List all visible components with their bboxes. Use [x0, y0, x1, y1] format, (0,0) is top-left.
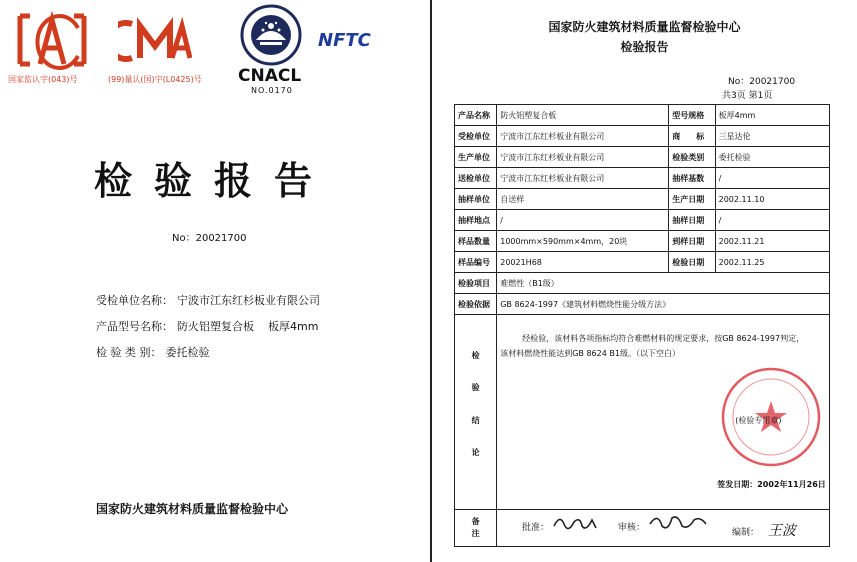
conclusion-row: [455, 315, 830, 510]
cover-report-number: No：20021700: [172, 233, 247, 244]
product-value: 防火铝塑复合板: [177, 320, 254, 333]
review-signature-row: [618, 520, 645, 533]
compile-signature-row: [732, 520, 796, 540]
conclusion-body: [497, 315, 830, 510]
report-field-row: [455, 189, 830, 210]
conclusion-label-char: 检: [471, 350, 480, 360]
test-item-label: 检验项目: [455, 273, 497, 294]
field-value: 板厚4mm: [715, 105, 829, 126]
report-page: [432, 0, 857, 562]
client-label: 受检单位名称：: [96, 294, 173, 307]
field-value: 宁波市江东红杉板业有限公司: [497, 147, 669, 168]
field-label: 检验日期: [669, 252, 715, 273]
field-value: 20021H68: [497, 252, 669, 273]
conclusion-label-char: 论: [471, 448, 480, 458]
field-label: 到样日期: [669, 231, 715, 252]
field-label: 型号规格: [669, 105, 715, 126]
field-label: 商 标: [669, 126, 715, 147]
report-number: No：20021700: [728, 77, 796, 87]
cover-title: 检验报告: [94, 159, 335, 203]
field-label: 受检单位: [455, 126, 497, 147]
test-item-row: [455, 273, 830, 294]
inspection-type-row: [96, 344, 210, 360]
test-item-value: 难燃性（B1级）: [497, 273, 830, 294]
field-label: 抽样日期: [669, 210, 715, 231]
cma-logo-icon: [118, 16, 192, 66]
remarks-label-char: 备: [471, 517, 480, 526]
review-signature-icon: [648, 512, 708, 534]
product-row: [96, 318, 318, 334]
cma-logo-caption: (99)量认(国)字(L0425)号: [108, 75, 202, 84]
inspection-type-value: 委托检验: [165, 346, 210, 359]
conclusion-label-char: 结: [471, 415, 480, 425]
field-label: 送检单位: [455, 168, 497, 189]
ca-logo-icon: [12, 6, 92, 74]
field-label: 样品数量: [455, 231, 497, 252]
field-value: 1000mm×590mm×4mm，20块: [497, 231, 669, 252]
report-field-row: [455, 105, 830, 126]
report-field-row: [455, 231, 830, 252]
product-label: 产品型号名称：: [96, 320, 173, 333]
field-label: 产品名称: [455, 105, 497, 126]
field-label: 抽样地点: [455, 210, 497, 231]
approve-signature-row: [522, 520, 549, 533]
report-field-row: [455, 168, 830, 189]
report-page-count: 共3页 第1页: [722, 91, 773, 101]
review-label: 审核：: [618, 523, 646, 533]
test-basis-value: GB 8624-1997《建筑材料燃烧性能分级方法》: [497, 294, 830, 315]
field-value: 宁波市江东红杉板业有限公司: [497, 168, 669, 189]
field-label: 抽样单位: [455, 189, 497, 210]
field-label: 生产日期: [669, 189, 715, 210]
approve-signature-icon: [552, 512, 598, 534]
nftc-logo-text: NFTC: [318, 30, 371, 51]
compile-signature: 王波: [767, 523, 796, 539]
client-value: 宁波市江东红杉板业有限公司: [177, 294, 320, 307]
field-value: 委托检验: [715, 147, 829, 168]
ca-logo-caption: 国家监认字(043)号: [8, 75, 78, 84]
field-label: 检验类别: [669, 147, 715, 168]
report-field-row: [455, 210, 830, 231]
conclusion-line-2: 该材料燃烧性能达到GB 8624 B1级。（以下空白）: [500, 349, 680, 358]
report-organization: 国家防火建筑材料质量监督检验中心: [548, 20, 741, 34]
field-value: 自送样: [497, 189, 669, 210]
report-field-row: [455, 252, 830, 273]
remarks-label: [455, 510, 497, 547]
cnacl-emblem-icon: [236, 4, 306, 66]
field-value: 2002.11.21: [715, 231, 829, 252]
report-field-row: [455, 126, 830, 147]
approve-label: 批准：: [522, 523, 550, 533]
field-label: 样品编号: [455, 252, 497, 273]
report-table: [454, 104, 830, 547]
inspection-type-label: 检 验 类 别：: [96, 346, 162, 359]
field-value: /: [715, 168, 829, 189]
report-title: 检验报告: [620, 40, 669, 54]
cover-footer-organization: 国家防火建筑材料质量监督检验中心: [96, 502, 289, 516]
field-value: /: [715, 210, 829, 231]
field-value: 防火铝塑复合板: [497, 105, 669, 126]
product-thickness: 板厚4mm: [268, 320, 319, 333]
issue-date: 签发日期：2002年11月26日: [717, 480, 826, 489]
field-label: 生产单位: [455, 147, 497, 168]
report-field-row: [455, 147, 830, 168]
field-value: 2002.11.10: [715, 189, 829, 210]
field-label: 抽样基数: [669, 168, 715, 189]
stamp-label: (检验专用章): [735, 416, 782, 425]
cnacl-logo-text: CNACL: [238, 66, 302, 86]
compile-label: 编制：: [732, 528, 760, 538]
field-value: /: [497, 210, 669, 231]
conclusion-label-char: 验: [471, 383, 480, 393]
remarks-label-char: 注: [471, 529, 480, 538]
client-row: [96, 292, 320, 308]
test-basis-label: 检验依据: [455, 294, 497, 315]
conclusion-label: [455, 315, 497, 510]
field-value: 三星达伦: [715, 126, 829, 147]
field-value: 2002.11.25: [715, 252, 829, 273]
cnacl-logo-number: NO.0170: [251, 86, 293, 95]
field-value: 宁波市江东红杉板业有限公司: [497, 126, 669, 147]
test-basis-row: [455, 294, 830, 315]
conclusion-line-1: 经检验，该材料各项指标均符合难燃材料的规定要求，按GB 8624-1997判定，: [522, 334, 805, 343]
